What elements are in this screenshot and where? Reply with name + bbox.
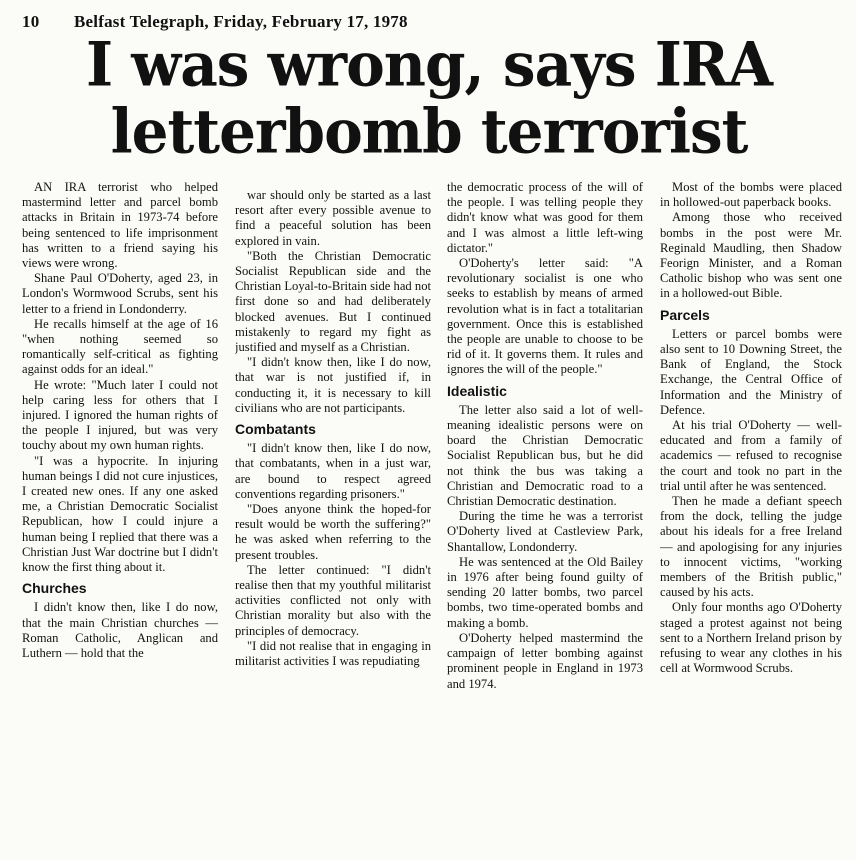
paragraph: the democratic process of the will of the people. I was telling people they didn't know what was good for them and I was almost a little left-wing dictator." — [447, 180, 643, 255]
paragraph: The letter also said a lot of well-meaning idealistic persons were on board the Christian Democratic Socialist Republican bus, but he did not think the bus was taking a Christian and Democratic road to a Christian Democratic destination. — [447, 402, 643, 509]
headline-line-1: I was wrong, says IRA — [85, 28, 773, 101]
paragraph: "I did not realise that in engaging in militarist activities I was repudiating — [235, 638, 431, 669]
article-column-1 — [22, 180, 218, 856]
paragraph: He wrote: "Much later I could not help caring less for others that I injured. I ignored the human rights of the people I injured, but was very touchy about my own human rights. — [22, 377, 218, 453]
paragraph: At his trial O'Doherty — well-educated and from a family of academics — refused to recognise the court and took no part in the trial until after he was sentenced. — [660, 418, 842, 493]
headline — [14, 28, 844, 168]
paragraph: O'Doherty helped mastermind the campaign of letter bombing against prominent people in England in 1973 and 1974. — [447, 630, 643, 691]
paragraph: I didn't know then, like I do now, that the main Christian churches — Roman Catholic, Anglican and Luthern — hold that the — [22, 600, 218, 661]
paragraph: The letter continued: "I didn't realise then that my youthful militarist activities conflicted not only with Christian morality but also with the principles of democracy. — [235, 562, 431, 638]
publication-date-line: Belfast Telegraph, Friday, February 17, 1978 — [74, 12, 408, 31]
paragraph: Shane Paul O'Doherty, aged 23, in London's Wormwood Scrubs, sent his letter to a friend in Londonderry. — [22, 271, 218, 316]
article-column-3 — [447, 180, 643, 856]
paragraph: "I didn't know then, like I do now, that war is not justified if, in conducting it, it is necessary to kill civilians who are not participants. — [235, 355, 431, 415]
subheading: Combatants — [235, 421, 316, 438]
subheading: Idealistic — [447, 382, 507, 399]
paragraph: O'Doherty's letter said: "A revolutionary socialist is one who seeks to establish by means of armed revolution what is in fact a totalitarian government. Once this is established the people are unable to choose to be rid of it. It governs them. It rules and ignores the will of the people." — [447, 256, 643, 377]
subheading: Churches — [22, 580, 87, 597]
paragraph: Only four months ago O'Doherty staged a protest against not being sent to a Northern Ireland prison by refusing to wear any clothes in his cell at Wormwood Scrubs. — [660, 600, 842, 676]
paragraph: He was sentenced at the Old Bailey in 1976 after being found guilty of sending 20 latter bombs, two parcel bombs, two time-operated bombs and making a bomb. — [447, 554, 643, 630]
paragraph: During the time he was a terrorist O'Doherty lived at Castleview Park, Shantallow, Londonderry. — [447, 509, 643, 554]
paragraph: "I didn't know then, like I do now, that combatants, when in a just war, are bound to respect agreed conventions regarding prisoners." — [235, 441, 431, 501]
paragraph: Letters or parcel bombs were also sent to 10 Downing Street, the Bank of England, the Stock Exchange, the Central Office of Information and the Ministry of Defence. — [660, 326, 842, 417]
paragraph: war should only be started as a last resort after every possible avenue to find a peaceful solution has been explored in vain. — [235, 188, 431, 248]
paragraph: "Both the Christian Democratic Socialist Republican side and the Christian Loyal-to-Britain side had not first done so and had deliberately blocked avenues. But I continued mistakenly to regard my fight as justified and myself as a Christian. — [235, 248, 431, 355]
headline-line-2: letterbomb terrorist — [110, 95, 748, 168]
page-number: 10 — [22, 12, 40, 31]
article-column-4 — [660, 180, 842, 856]
paragraph: "Does anyone think the hoped-for result would be worth the suffering?" he was asked when referring to the present troubles. — [235, 502, 431, 562]
paragraph: "I was a hypocrite. In injuring human beings I did not cure injustices, I created new ones. If any one asked me, a Christian Democratic Socialist Republican, how I could injure a human being I replied that there was a Christian Just War doctrine but I didn't know the first thing about it. — [22, 453, 218, 575]
paragraph: AN IRA terrorist who helped mastermind letter and parcel bomb attacks in Britain in 1973-74 before being sentenced to life imprisonment has written to a friend saying his views were wrong. — [22, 180, 218, 271]
paragraph: Then he made a defiant speech from the dock, telling the judge about his ideals for a free Ireland — and apologising for any injuries to innocent victims, "working members of the British public," caused by his acts. — [660, 494, 842, 600]
paragraph: Most of the bombs were placed in hollowed-out paperback books. — [660, 180, 842, 210]
paragraph: Among those who received bombs in the post were Mr. Reginald Maudling, then Shadow Feorign Minister, and a Roman Catholic bishop who was sent one in a hollowed-out Bible. — [660, 210, 842, 301]
subheading: Parcels — [660, 306, 710, 323]
article-column-2 — [235, 188, 431, 856]
paragraph: He recalls himself at the age of 16 "when nothing seemed so romantically self-critical as fighting against odds for an ideal." — [22, 316, 218, 377]
